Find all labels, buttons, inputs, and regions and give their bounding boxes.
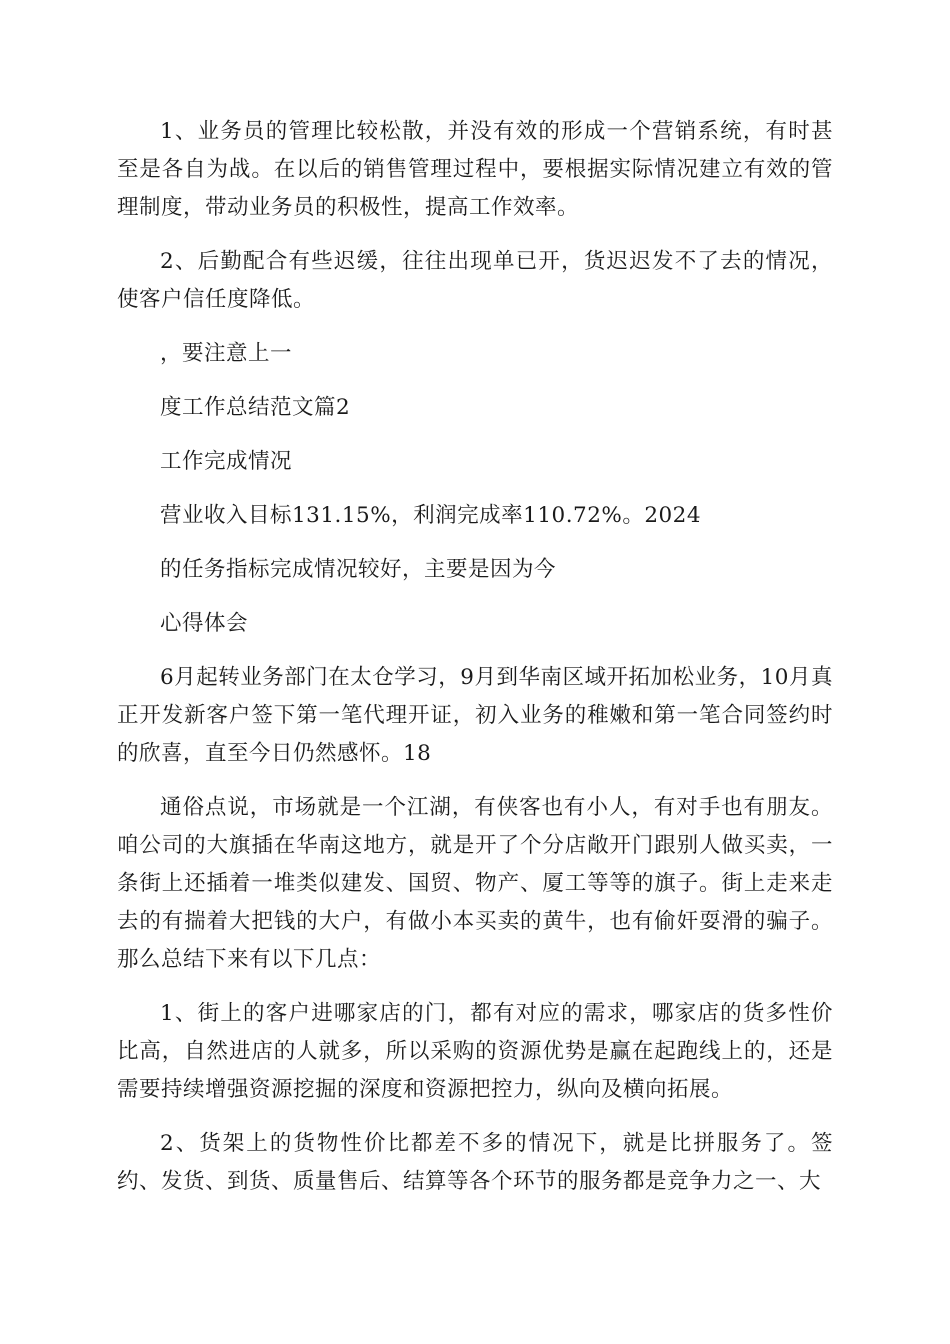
section-heading-work-completion: 工作完成情况 [160,449,293,474]
paragraph-career-history: 6月起转业务部门在太仓学习，9月到华南区域开拓加松业务，10月真正开发新客户签下第一笔代理开证，初入业务的稚嫩和第一笔合同签约时的欣喜，直至今日仍然感怀。18 [117,665,833,766]
paragraph-revenue-target: 营业收入目标131.15%，利润完成率110.72%。2024 [160,503,702,528]
document-body [117,113,833,1217]
paragraph-market-analogy: 通俗点说，市场就是一个江湖，有侠客也有小人，有对手也有朋友。咱公司的大旗插在华南这地方，就是开了个分店敞开门跟别人做买卖，一条街上还插着一堆类似建发、国贸、物产、厦工等等的旗子。街上走来走去的有揣着大把钱的大户，有做小本买卖的黄牛，也有偷奸耍滑的骗子。那么总结下来有以下几点： [117,795,833,972]
paragraph-fragment-note: ，要注意上一 [160,341,293,366]
paragraph-point-service: 2、货架上的货物性价比都差不多的情况下，就是比拼服务了。签约、发货、到货、质量售后、结算等各个环节的服务都是竞争力之一、大 [117,1131,833,1194]
section-heading-summary-2: 度工作总结范文篇2 [160,395,351,420]
paragraph-logistics-issue: 2、后勤配合有些迟缓，往往出现单已开，货迟迟发不了去的情况，使客户信任度降低。 [117,249,833,312]
paragraph-task-completion: 的任务指标完成情况较好，主要是因为今 [160,557,557,582]
section-heading-experience: 心得体会 [160,611,249,636]
paragraph-point-resources: 1、街上的客户进哪家店的门，都有对应的需求，哪家店的货多性价比高，自然进店的人就多，所以采购的资源优势是赢在起跑线上的，还是需要持续增强资源挖掘的深度和资源把控力，纵向及横向拓展。 [117,1001,833,1102]
paragraph-management-issue: 1、业务员的管理比较松散，并没有效的形成一个营销系统，有时甚至是各自为战。在以后的销售管理过程中，要根据实际情况建立有效的管理制度，带动业务员的积极性，提高工作效率。 [117,119,833,220]
